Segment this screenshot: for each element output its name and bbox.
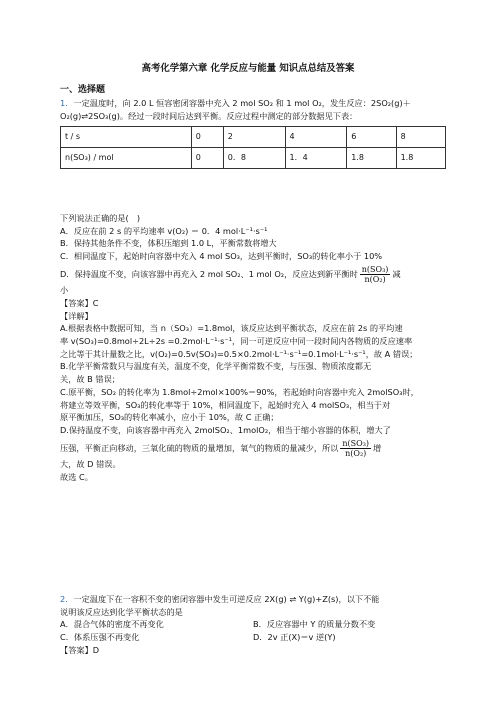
option-a: A．反应在前 2 s 的平均速率 v(O₂) ＝ 0．4 mol·L⁻¹·s⁻¹	[60, 225, 268, 236]
fraction-so3-o2	[340, 439, 371, 458]
option-d: D．2v 正(X)＝v 逆(Y)	[253, 632, 336, 643]
explanation-line: 大，故 D 错误。	[60, 459, 121, 469]
table-cell: 6	[347, 127, 396, 148]
option-c: C．相同温度下，起始时向容器中充入 4 mol SO₃，达到平衡时，SO₃的转化率小于 10%	[60, 251, 383, 262]
explanation-line	[60, 439, 446, 458]
table-cell: 0．8	[223, 148, 285, 169]
table-cell: 8	[396, 127, 445, 148]
data-table	[60, 126, 446, 169]
question-1-line-1: 一定温度时，向 2.0 L 恒容密闭容器中充入 2 mol SO₂ 和 1 mol O₂，发生反应：2SO₂(g)＋	[73, 98, 411, 108]
detail-label: 【详解】	[60, 310, 93, 321]
table-cell: 1.8	[347, 148, 396, 169]
fraction-denominator: n(O₂)	[364, 275, 386, 284]
question-2-line-1: 一定温度下在一容积不变的密闭容器中发生可逆反应 2X(g) ⇌ Y(g)+Z(s)，以下不能	[73, 594, 380, 604]
option-d-text: D．保持温度不变，向该容器中再充入 2 mol SO₂、1 mol O₂，反应达到新平衡时	[60, 269, 358, 279]
section-heading: 一、选择题	[60, 85, 106, 95]
table-cell: 0	[191, 127, 223, 148]
explanation-line: 率 v(SO₃)=0.8mol÷2L÷2s =0.2mol·L⁻¹·s⁻¹，同一可逆反应中同一段时间内各物质的反应速率	[60, 336, 413, 346]
table-cell: t / s	[61, 127, 192, 148]
option-d-continued: 小	[60, 285, 69, 296]
table-row	[61, 148, 446, 169]
table-row	[61, 127, 446, 148]
option-b: B．保持其他条件不变，体积压缩到 1.0 L，平衡常数将增大	[60, 238, 277, 249]
explanation-line: 故选 C。	[60, 471, 93, 482]
question-2-line-2: 说明该反应达到化学平衡状态的是	[60, 606, 183, 617]
table-cell: 1.8	[396, 148, 445, 169]
table-cell: 1．4	[285, 148, 347, 169]
option-a: A．混合气体的密度不再变化	[60, 619, 164, 630]
document-title: 高考化学第六章 化学反应与能量 知识点总结及答案	[141, 63, 355, 74]
question-2	[60, 593, 446, 657]
explanation-line: 关，故 B 错误；	[60, 374, 120, 385]
question-1-stem	[60, 97, 446, 122]
question-1-number: 1．	[60, 98, 74, 108]
explanation-line: 原平衡加压，SO₃的转化率减小，应小于 10%，故 C 正确；	[60, 412, 279, 423]
explanation-line: 将建立等效平衡，SO₃的转化率等于 10%，相同温度下，起始时充入 4 molSO₃，相当于对	[60, 399, 391, 410]
answer-label: 【答案】D	[60, 644, 100, 655]
question-2-number: 2．	[60, 594, 74, 604]
option-d-suffix: 减	[392, 269, 401, 279]
explanation-line: B.化学平衡常数只与温度有关，温度不变，化学平衡常数不变，与压强、物质浓度都无	[60, 361, 372, 372]
explanation-line: C.原平衡，SO₂ 的转化率为 1.8mol÷2mol×100%＝90%，若起始时向容器中充入 2molSO₃时，	[60, 386, 419, 397]
question-1-ask: 下列说法正确的是( )	[60, 213, 141, 223]
question-1-body	[60, 212, 446, 483]
fraction-numerator: n(SO₃)	[361, 264, 389, 274]
explanation-line: A.根据表格中数据可知，当 n（SO₃）=1.8mol，该反应达到平衡状态，反应在前 2s 的平均速	[60, 323, 403, 334]
fraction-so3-o2	[360, 265, 391, 284]
fraction-denominator: n(O₂)	[345, 448, 367, 458]
table-cell: 0	[191, 148, 223, 169]
question-1-line-2: O₂(g)⇌2SO₃(g)。经过一段时间后达到平衡。反应过程中测定的部分数据见下表：	[60, 110, 358, 121]
table-cell: n(SO₃) / mol	[61, 148, 192, 169]
option-c: C．体系压强不再变化	[60, 632, 140, 643]
table-cell: 4	[285, 127, 347, 148]
explanation-text: 压强，平衡正向移动，三氧化硫的物质的量增加，氧气的物质的量减少，所以	[60, 442, 339, 453]
option-d	[60, 265, 446, 284]
explanation-suffix: 增	[373, 442, 382, 453]
answer-label: 【答案】C	[60, 297, 99, 308]
option-b: B．反应容器中 Y 的质量分数不变	[253, 619, 376, 630]
table-cell: 2	[223, 127, 285, 148]
fraction-numerator: n(SO₃)	[342, 438, 370, 448]
explanation-line: 之比等于其计量数之比，v(O₂)=0.5v(SO₃)=0.5×0.2mol·L⁻¹·s⁻¹=0.1mol·L⁻¹·s⁻¹，故 A 错误；	[60, 348, 418, 359]
explanation-line: D.保持温度不变，向该容器中再充入 2molSO₂、1molO₂，相当于缩小容器的体积，增大了	[60, 424, 391, 435]
